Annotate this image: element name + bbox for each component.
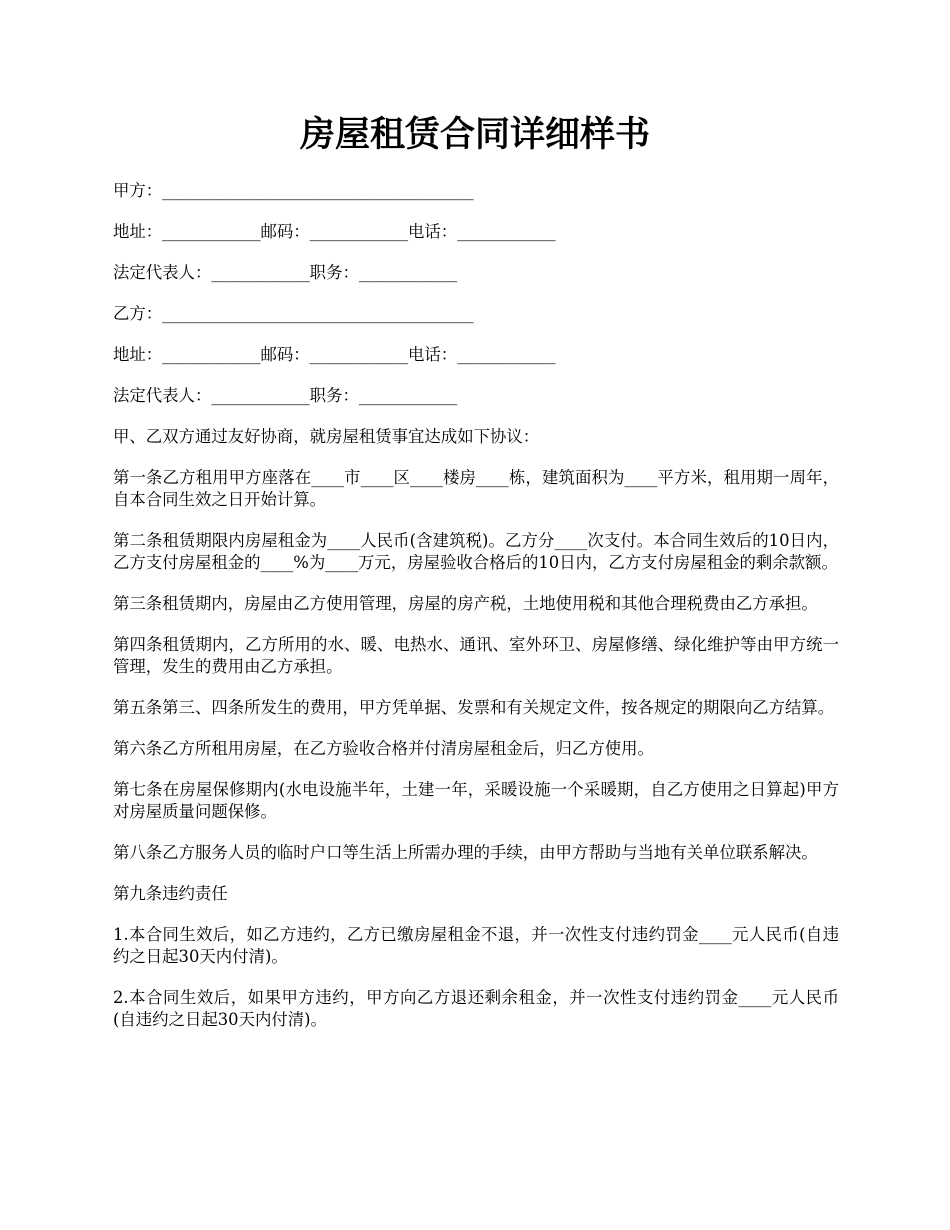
clause-5: 第五条第三、四条所发生的费用，甲方凭单据、发票和有关规定文件，按各规定的期限向乙方结算。 xyxy=(113,698,835,717)
clause-6: 第六条乙方所租用房屋，在乙方验收合格并付清房屋租金后，归乙方使用。 xyxy=(113,739,654,758)
party-b-representative-line: 法定代表人：____________职务：____________ xyxy=(113,386,458,405)
party-b-name-line: 乙方：______________________________________ xyxy=(113,304,474,323)
clause-9-heading: 第九条违约责任 xyxy=(113,884,228,903)
clause-9-item-1: 1.本合同生效后，如乙方违约，乙方已缴房屋租金不退，并一次性支付违约罚金____元人民币(自违约之日起30天内付清)。 xyxy=(113,925,839,966)
party-a-name-line: 甲方：______________________________________ xyxy=(113,181,474,200)
intro-paragraph: 甲、乙双方通过友好协商，就房屋租赁事宜达成如下协议： xyxy=(113,427,540,446)
party-b-contact-line: 地址：____________邮码：____________电话：____________ xyxy=(113,345,556,364)
clause-3: 第三条租赁期内，房屋由乙方使用管理，房屋的房产税，土地使用税和其他合理税费由乙方承担。 xyxy=(113,594,818,613)
clause-7: 第七条在房屋保修期内(水电设施半年，土建一年，采暖设施一个采暖期，自乙方使用之日算起)甲方对房屋质量问题保修。 xyxy=(113,780,839,821)
document-body xyxy=(113,180,839,1050)
clause-9-item-2: 2.本合同生效后，如果甲方违约，甲方向乙方退还剩余租金，并一次性支付违约罚金____元人民币(自违约之日起30天内付清)。 xyxy=(113,988,839,1029)
clause-1: 第一条乙方租用甲方座落在____市____区____楼房____栋，建筑面积为____平方米，租用期一周年，自本合同生效之日开始计算。 xyxy=(113,468,839,509)
clause-8: 第八条乙方服务人员的临时户口等生活上所需办理的手续，由甲方帮助与当地有关单位联系解决。 xyxy=(113,843,818,862)
party-a-contact-line: 地址：____________邮码：____________电话：____________ xyxy=(113,222,556,241)
document-title: 房屋租赁合同详细样书 xyxy=(299,114,650,155)
party-a-representative-line: 法定代表人：____________职务：____________ xyxy=(113,263,458,282)
clause-4: 第四条租赁期内，乙方所用的水、暖、电热水、通讯、室外环卫、房屋修缮、绿化维护等由甲方统一管理，发生的费用由乙方承担。 xyxy=(113,635,839,676)
clause-2: 第二条租赁期限内房屋租金为____人民币(含建筑税)。乙方分____次支付。本合同生效后的10日内，乙方支付房屋租金的____%为____万元，房屋验收合格后的10日内，乙方支付房屋租金的剩余款额。 xyxy=(113,531,839,572)
